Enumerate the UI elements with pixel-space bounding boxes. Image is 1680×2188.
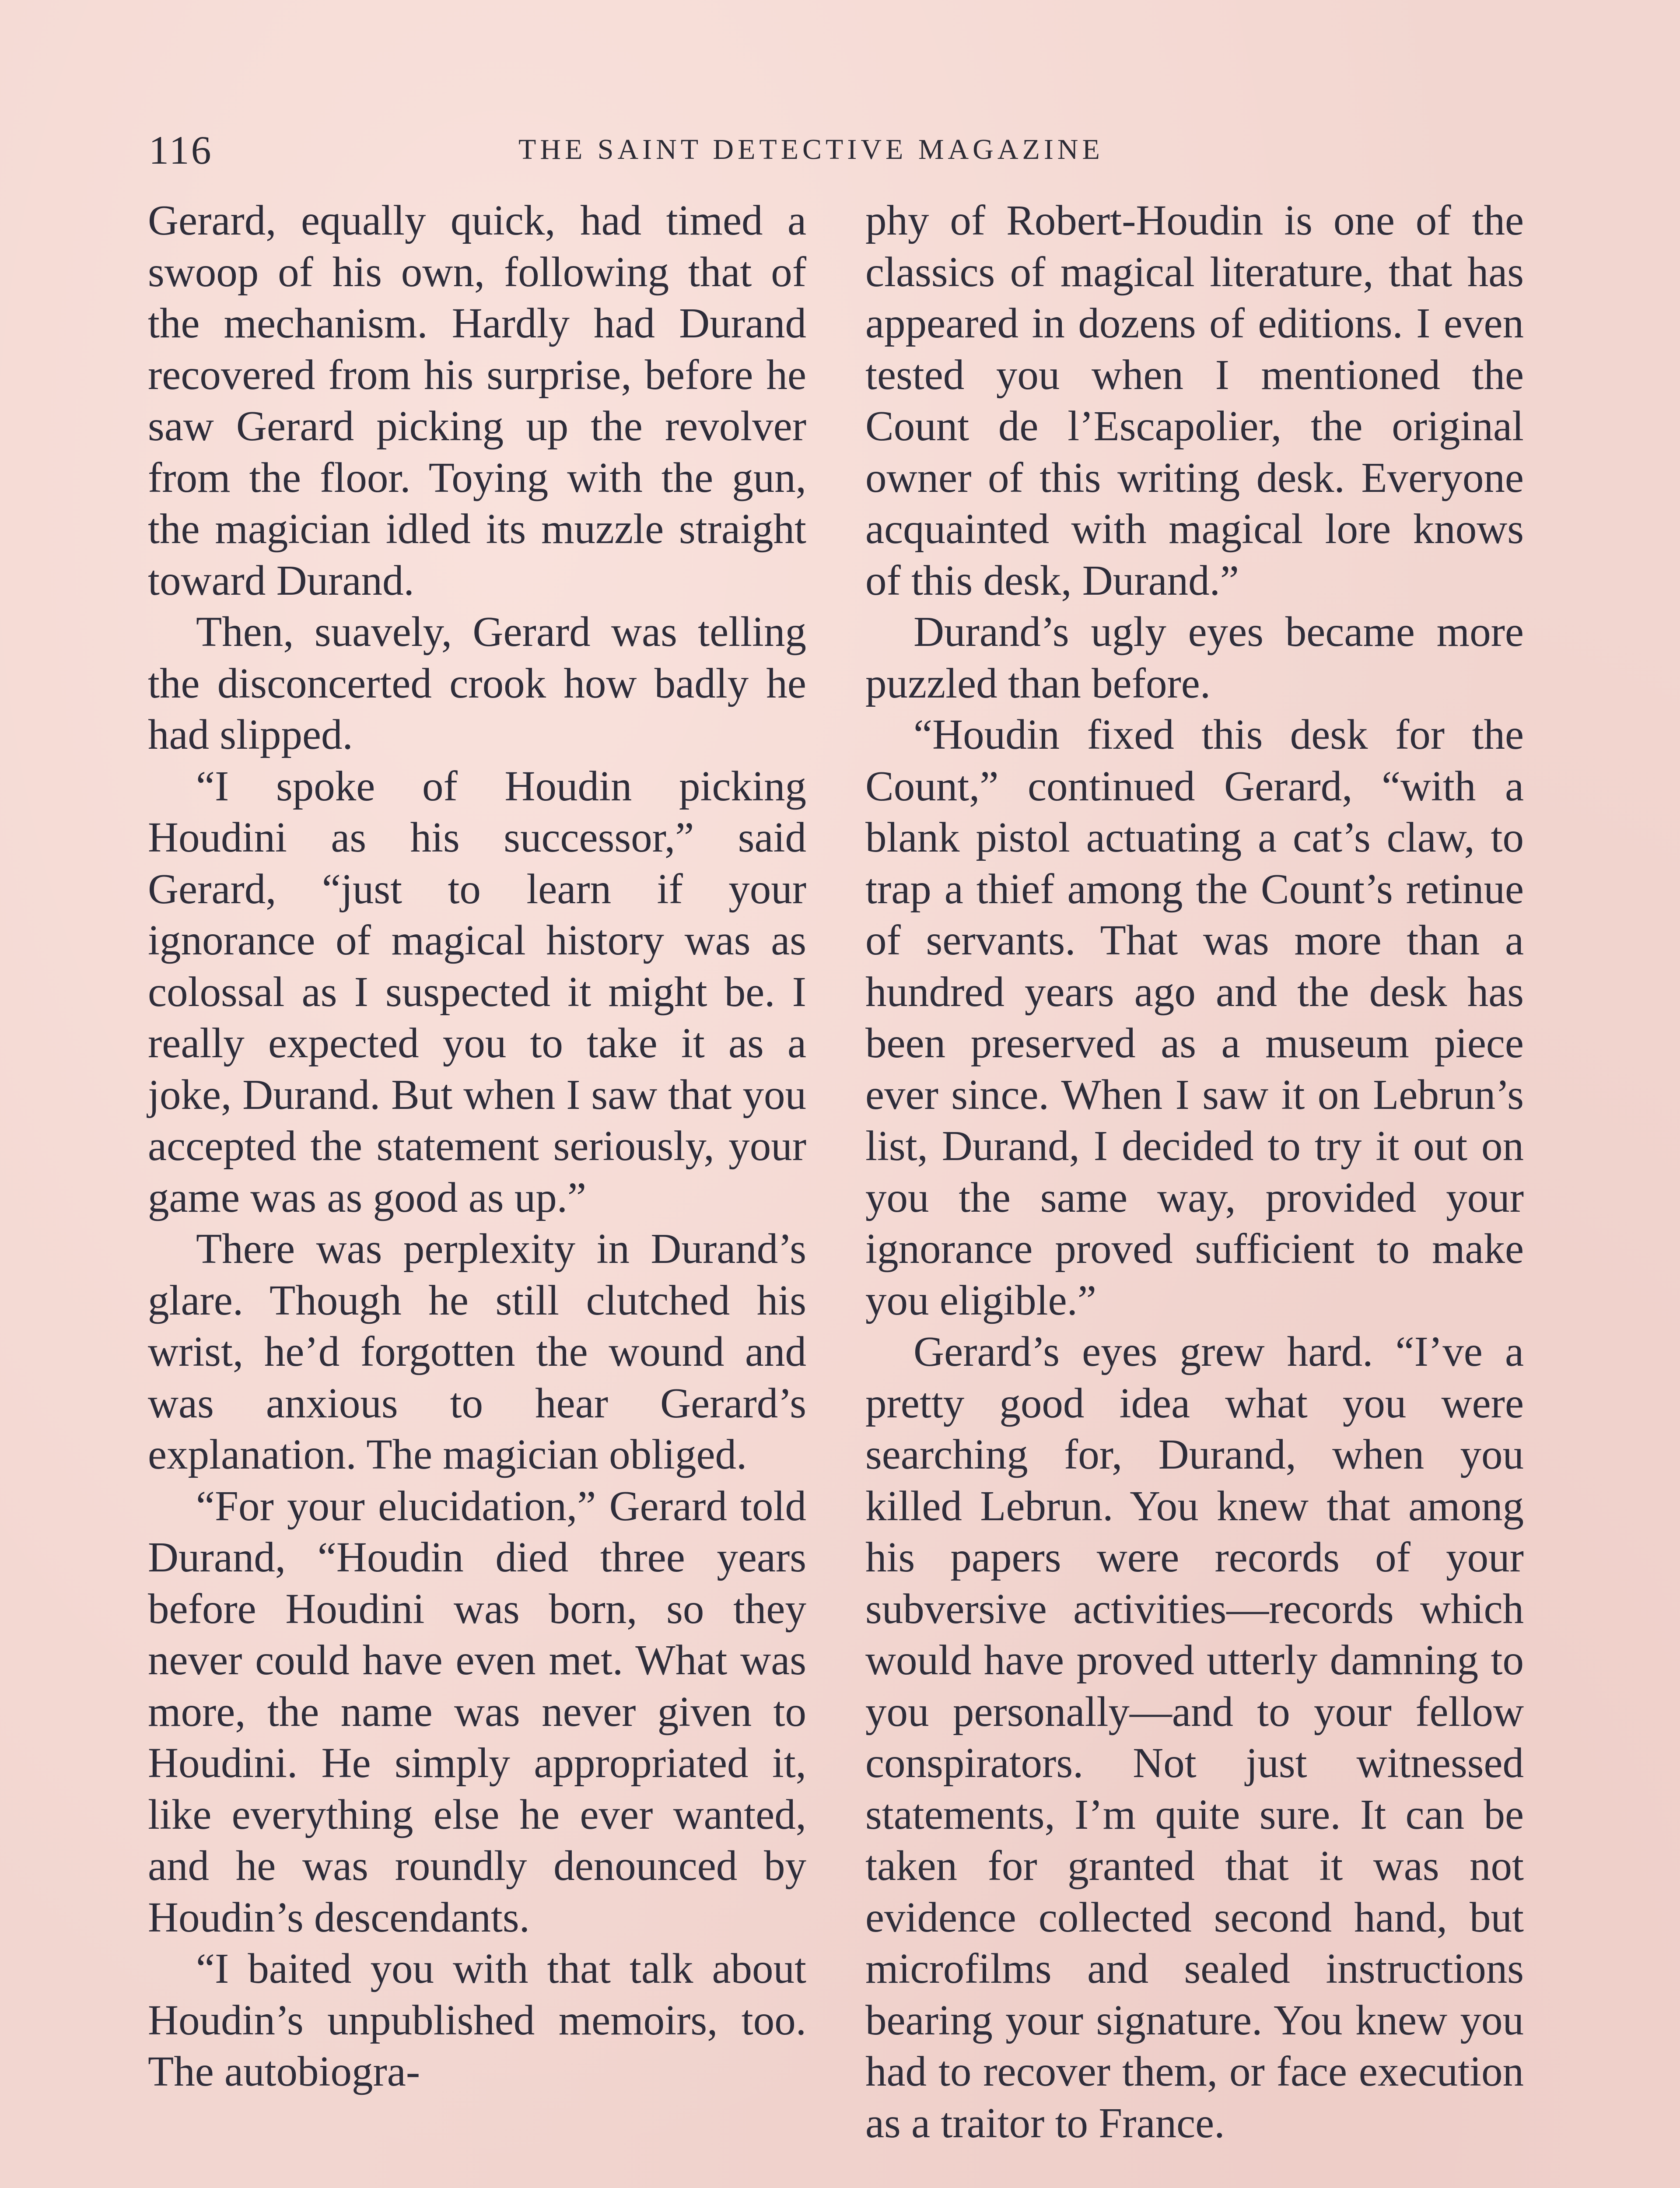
paragraph: “I baited you with that talk about Houdin’s unpublished memoirs, too. The autobiogra- xyxy=(148,1945,806,2095)
paragraph: “For your elucidation,” Gerard told Durand, “Houdin died three years before Houdini was born, so they never could have even met. What was more, the name was never given to Houdini. He simply appropriated it, like everything else he ever wanted, and he was roundly denounced by Houdin’s descendants. xyxy=(148,1482,806,1941)
paragraph: phy of Robert-Houdin is one of the classics of magical literature, that has appeared in dozens of editions. I even tested you when I mentioned the Count de l’Escapolier, the original owner of this writing desk. Everyone acquainted with magical lore knows of this desk, Durand.” xyxy=(865,197,1524,604)
paragraph: “I spoke of Houdin picking Houdini as his successor,” said Gerard, “just to learn if your ignorance of magical history was as colossal as I suspected it might be. I really expected you to take it as a joke, Durand. But when I saw that you accepted the statement seriously, your game was as good as up.” xyxy=(148,762,806,1221)
page-header xyxy=(149,127,1531,175)
paragraph: There was perplexity in Durand’s glare. Though he still clutched his wrist, he’d forgotten the wound and was anxious to hear Gerard’s explanation. The magician obliged. xyxy=(148,1225,806,1478)
right-column xyxy=(865,195,1524,2149)
page-number: 116 xyxy=(149,128,213,172)
paragraph: Gerard, equally quick, had timed a swoop of his own, following that of the mechanism. Hardly had Durand recovered from his surprise, before he saw Gerard picking up the revolver from the floor. Toying with the gun, the magician idled its muzzle straight toward Durand. xyxy=(148,197,806,604)
running-head: THE SAINT DETECTIVE MAGAZINE xyxy=(518,133,1104,165)
paragraph: Then, suavely, Gerard was telling the disconcerted crook how badly he had slipped. xyxy=(148,608,806,758)
paragraph: Durand’s ugly eyes became more puzzled than before. xyxy=(865,608,1524,707)
paragraph: “Houdin fixed this desk for the Count,” continued Gerard, “with a blank pistol actuating a cat’s claw, to trap a thief among the Count’s retinue of servants. That was more than a hundred years ago and the desk has been preserved as a museum piece ever since. When I saw it on Lebrun’s list, Durand, I decided to try it out on you the same way, provided your ignorance proved sufficient to make you eligible.” xyxy=(865,711,1524,1324)
left-column xyxy=(148,195,806,2097)
paragraph: Gerard’s eyes grew hard. “I’ve a pretty good idea what you were searching for, Durand, when you killed Lebrun. You knew that among his papers were records of your subversive activities—records which would have proved utterly damning to you personally—and to your fellow conspirators. Not just witnessed statements, I’m quite sure. It can be taken for granted that it was not evidence collected second hand, but microfilms and sealed instructions bearing your signature. You knew you had to recover them, or face execution as a traitor to France. xyxy=(865,1328,1524,2146)
